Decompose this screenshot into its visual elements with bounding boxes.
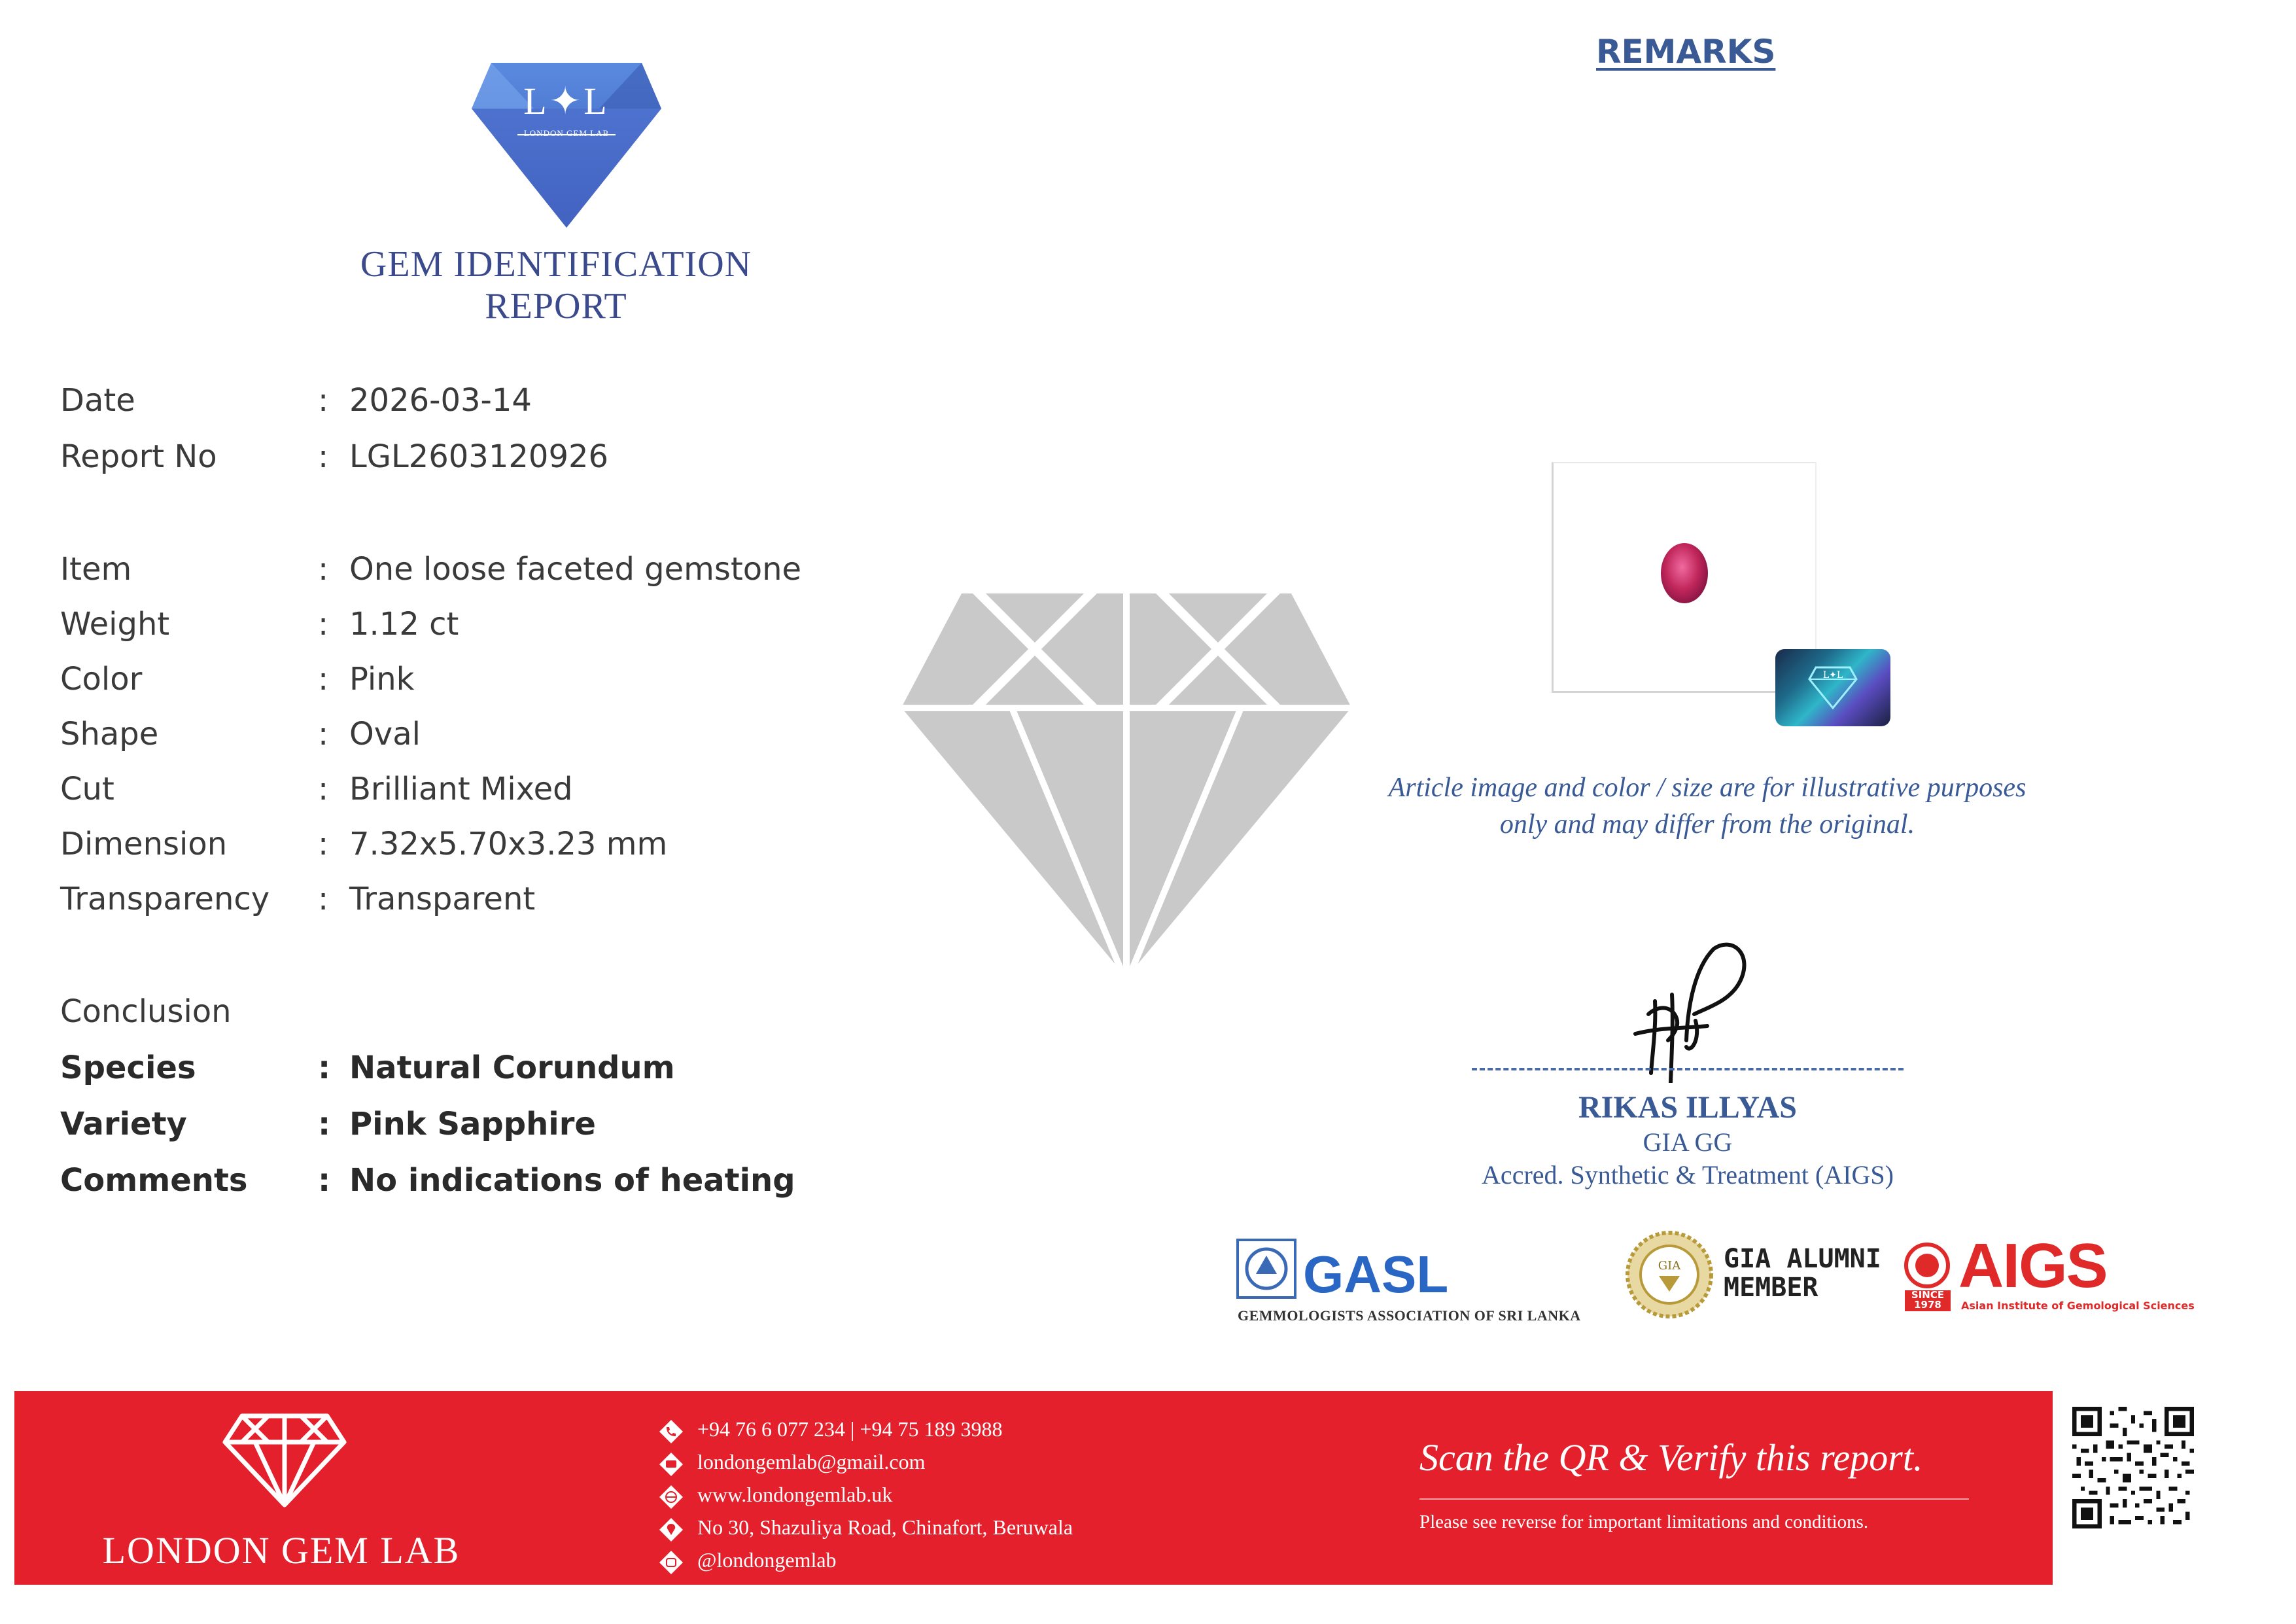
website-text: www.londongemlab.uk bbox=[697, 1483, 893, 1506]
aigs-since-badge: SINCE 1978 bbox=[1905, 1290, 1951, 1311]
aigs-logo-text: AIGS bbox=[1958, 1231, 2107, 1301]
detail-row-shape bbox=[60, 716, 911, 768]
pink-gemstone-image bbox=[1661, 543, 1708, 603]
detail-sep: : bbox=[318, 382, 329, 419]
social-icon bbox=[658, 1549, 684, 1576]
conclusion-sep: : bbox=[318, 1106, 331, 1142]
detail-value: 2026-03-14 bbox=[349, 382, 532, 419]
detail-sep: : bbox=[318, 438, 329, 475]
detail-value: Transparent bbox=[349, 881, 536, 917]
detail-row-report-no bbox=[60, 438, 911, 491]
qr-code-icon[interactable] bbox=[2072, 1407, 2194, 1528]
detail-value: 7.32x5.70x3.23 mm bbox=[349, 826, 668, 862]
detail-label: Shape bbox=[60, 716, 159, 752]
detail-label: Report No bbox=[60, 438, 217, 475]
detail-value: Oval bbox=[349, 716, 421, 752]
detail-row-color bbox=[60, 661, 911, 713]
svg-text:GIA: GIA bbox=[1658, 1259, 1681, 1273]
detail-row-cut bbox=[60, 771, 911, 823]
gasl-emblem-icon bbox=[1236, 1239, 1296, 1299]
detail-row-date bbox=[60, 382, 911, 434]
detail-label: Date bbox=[60, 382, 135, 419]
detail-label: Transparency bbox=[60, 881, 270, 917]
conclusion-row-species bbox=[60, 1050, 911, 1102]
detail-sep: : bbox=[318, 551, 329, 588]
detail-label: Dimension bbox=[60, 826, 228, 862]
image-disclaimer bbox=[1341, 769, 2074, 843]
signer-title: GIA GG bbox=[1643, 1127, 1733, 1157]
signature-line bbox=[1472, 1068, 1904, 1070]
conclusion-value: Natural Corundum bbox=[349, 1050, 675, 1086]
aigs-fullname: Asian Institute of Gemological Sciences bbox=[1961, 1299, 2195, 1312]
gia-alumni-text bbox=[1724, 1244, 1881, 1302]
detail-sep: : bbox=[318, 826, 329, 862]
conclusion-row-variety bbox=[60, 1106, 911, 1158]
footer-brand: LONDON GEM LAB bbox=[102, 1529, 461, 1572]
scan-subtext: Please see reverse for important limitations and conditions. bbox=[1419, 1511, 1869, 1532]
map-pin-icon bbox=[658, 1517, 684, 1543]
diamond-watermark-icon bbox=[897, 584, 1355, 989]
detail-sep: : bbox=[318, 606, 329, 643]
detail-label: Color bbox=[60, 661, 143, 697]
detail-row-dimension bbox=[60, 826, 911, 878]
conclusion-value: Pink Sapphire bbox=[349, 1106, 596, 1142]
gia-line: MEMBER bbox=[1724, 1273, 1818, 1303]
svg-text:L✦L: L✦L bbox=[1822, 670, 1843, 680]
detail-label: Cut bbox=[60, 771, 114, 807]
conclusion-sep: : bbox=[318, 1050, 331, 1086]
detail-label: Item bbox=[60, 551, 132, 588]
detail-sep: : bbox=[318, 881, 329, 917]
conclusion-value: No indications of heating bbox=[349, 1162, 795, 1199]
detail-sep: : bbox=[318, 771, 329, 807]
detail-sep: : bbox=[318, 661, 329, 697]
gasl-logo-text: GASL bbox=[1303, 1245, 1449, 1303]
detail-sep: : bbox=[318, 716, 329, 752]
disclaimer-line: only and may differ from the original. bbox=[1499, 809, 1915, 839]
report-title: GEM IDENTIFICATION REPORT bbox=[360, 244, 752, 327]
detail-row-item bbox=[60, 551, 911, 603]
detail-row-weight bbox=[60, 606, 911, 658]
hologram-sticker bbox=[1775, 649, 1890, 726]
globe-icon bbox=[658, 1484, 684, 1510]
conclusion-row-comments bbox=[60, 1162, 911, 1214]
detail-label: Weight bbox=[60, 606, 170, 643]
signer-accreditation: Accred. Synthetic & Treatment (AIGS) bbox=[1482, 1160, 1894, 1190]
conclusion-heading bbox=[60, 993, 911, 1046]
signer-name: RIKAS ILLYAS bbox=[1578, 1090, 1797, 1125]
footer-diamond-icon bbox=[222, 1411, 347, 1509]
detail-value: Pink bbox=[349, 661, 415, 697]
gia-alumni-seal-icon bbox=[1625, 1230, 1714, 1319]
conclusion-sep: : bbox=[318, 1162, 331, 1199]
conclusion-heading-text: Conclusion bbox=[60, 993, 232, 1030]
detail-value: 1.12 ct bbox=[349, 606, 459, 643]
gasl-fullname: GEMMOLOGISTS ASSOCIATION OF SRI LANKA bbox=[1238, 1307, 1581, 1324]
scan-qr-text: Scan the QR & Verify this report. bbox=[1419, 1436, 1923, 1479]
detail-value: LGL2603120926 bbox=[349, 438, 609, 475]
social-text: @londongemlab bbox=[697, 1548, 837, 1572]
detail-value: One loose faceted gemstone bbox=[349, 551, 802, 588]
logo-subtext: LONDON GEM LAB bbox=[523, 128, 610, 138]
detail-row-transparency bbox=[60, 881, 911, 933]
scan-divider bbox=[1419, 1498, 1969, 1500]
email-text: londongemlab@gmail.com bbox=[697, 1450, 926, 1474]
phone-icon bbox=[658, 1419, 684, 1445]
gia-line: GIA ALUMNI bbox=[1724, 1244, 1881, 1274]
logo-monogram: L✦L bbox=[523, 80, 610, 122]
phone-text: +94 76 6 077 234 | +94 75 189 3988 bbox=[697, 1417, 1003, 1441]
detail-value: Brilliant Mixed bbox=[349, 771, 573, 807]
remarks-heading: REMARKS bbox=[1596, 33, 1776, 71]
conclusion-label: Comments bbox=[60, 1162, 248, 1199]
handwritten-signature bbox=[1609, 942, 1773, 1083]
chat-icon bbox=[658, 1451, 684, 1477]
disclaimer-line: Article image and color / size are for illustrative purposes bbox=[1388, 773, 2026, 803]
conclusion-label: Variety bbox=[60, 1106, 187, 1142]
conclusion-label: Species bbox=[60, 1050, 196, 1086]
address-text: No 30, Shazuliya Road, Chinafort, Beruwala bbox=[697, 1515, 1073, 1539]
aigs-emblem-icon bbox=[1904, 1242, 1951, 1289]
